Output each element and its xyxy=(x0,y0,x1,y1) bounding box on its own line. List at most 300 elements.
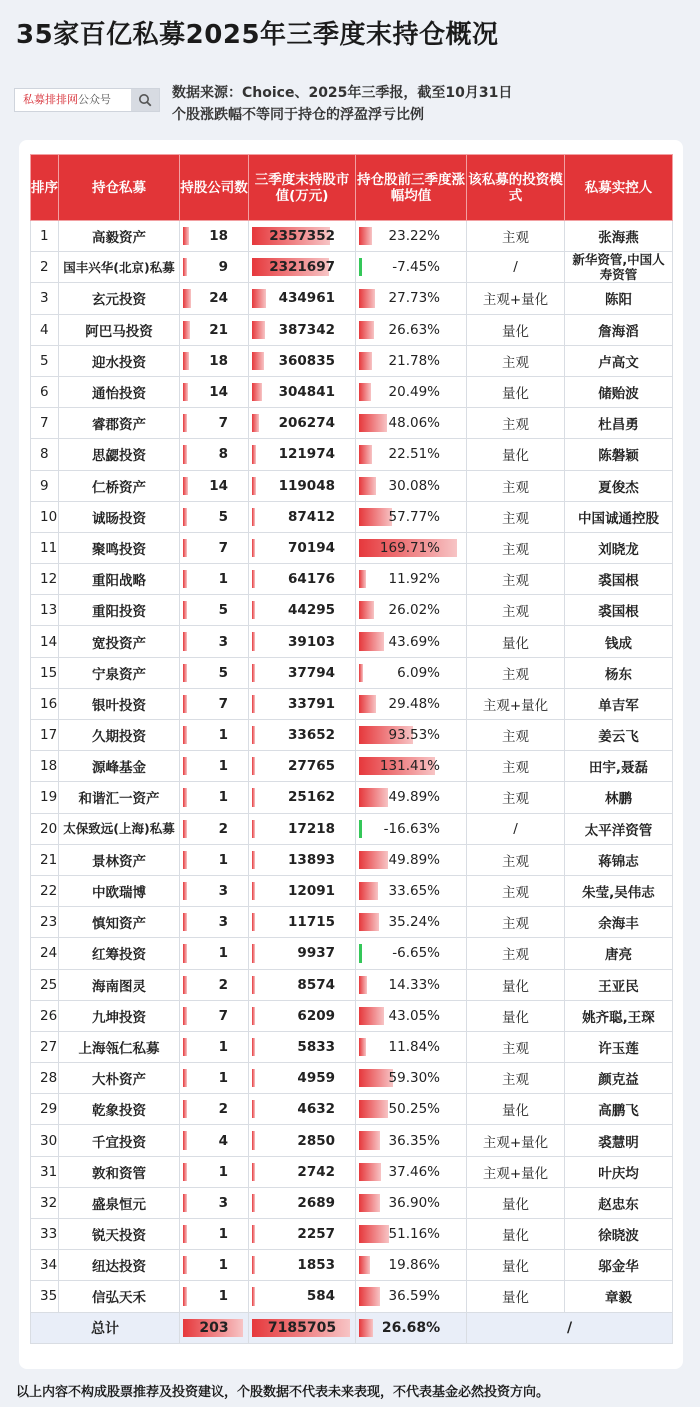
fund-name: 敦和资管 xyxy=(59,1156,180,1187)
mode-cell: 量化 xyxy=(467,1187,565,1218)
table-header xyxy=(31,155,673,221)
owner-cell: 刘晓龙 xyxy=(565,532,673,563)
mv-cell xyxy=(249,1187,356,1218)
mode-cell: 主观 xyxy=(467,844,565,875)
ret-value: 51.16% xyxy=(388,1226,440,1243)
ret-value: 36.35% xyxy=(388,1132,440,1149)
table-row xyxy=(31,1000,673,1031)
table-row xyxy=(31,595,673,626)
table-row xyxy=(31,1156,673,1187)
row-idx: 8 xyxy=(31,439,59,470)
source-line-2: 个股涨跌幅不等同于持仓的浮盈浮亏比例 xyxy=(172,107,424,123)
mv-value: 6209 xyxy=(297,1007,335,1024)
ret-cell xyxy=(356,688,467,719)
mode-cell: 主观 xyxy=(467,907,565,938)
row-idx: 18 xyxy=(31,751,59,782)
table-row xyxy=(31,1250,673,1281)
fund-name: 锐天投资 xyxy=(59,1219,180,1250)
mv-value: 121974 xyxy=(278,446,335,463)
count-value: 4 xyxy=(218,1132,228,1149)
count-value: 5 xyxy=(218,602,228,619)
row-idx: 10 xyxy=(31,501,59,532)
mode-cell: 主观+量化 xyxy=(467,688,565,719)
ret-value: 57.77% xyxy=(388,508,440,525)
ret-cell xyxy=(356,1094,467,1125)
table-row xyxy=(31,907,673,938)
ret-cell xyxy=(356,283,467,314)
table-row xyxy=(31,938,673,969)
mv-value: 25162 xyxy=(288,789,335,806)
table-row xyxy=(31,720,673,751)
fund-name: 千宜投资 xyxy=(59,1125,180,1156)
owner-cell: 余海丰 xyxy=(565,907,673,938)
row-idx: 35 xyxy=(31,1281,59,1312)
header-count: 持股公司数 xyxy=(180,155,249,221)
owner-cell: 单吉军 xyxy=(565,688,673,719)
mv-value: 1853 xyxy=(297,1257,335,1274)
mv-value: 17218 xyxy=(288,820,335,837)
ret-value: 49.89% xyxy=(388,851,440,868)
search-label xyxy=(15,89,131,111)
mv-cell xyxy=(249,720,356,751)
ret-value: 50.25% xyxy=(388,1101,440,1118)
fund-name: 源峰基金 xyxy=(59,751,180,782)
owner-cell: 杜昌勇 xyxy=(565,408,673,439)
row-idx: 3 xyxy=(31,283,59,314)
mv-cell xyxy=(249,1281,356,1312)
owner-cell: 田宇,聂磊 xyxy=(565,751,673,782)
total-mv: 7185705 xyxy=(249,1312,356,1343)
table-row xyxy=(31,314,673,345)
count-value: 3 xyxy=(218,633,228,650)
count-value: 1 xyxy=(218,851,228,868)
mode-cell: 量化 xyxy=(467,1281,565,1312)
table-row xyxy=(31,408,673,439)
fund-name: 九坤投资 xyxy=(59,1000,180,1031)
ret-cell xyxy=(356,720,467,751)
mv-value: 12091 xyxy=(288,883,335,900)
mv-value: 70194 xyxy=(288,539,335,556)
row-idx: 25 xyxy=(31,969,59,1000)
ret-value: 36.59% xyxy=(388,1288,440,1305)
count-value: 1 xyxy=(218,789,228,806)
mv-value: 33652 xyxy=(288,727,335,744)
owner-cell: 许玉莲 xyxy=(565,1031,673,1062)
mv-value: 360835 xyxy=(278,352,335,369)
table-row xyxy=(31,564,673,595)
ret-value: 35.24% xyxy=(388,914,440,931)
mv-cell xyxy=(249,221,356,252)
count-cell xyxy=(180,314,249,345)
row-idx: 1 xyxy=(31,221,59,252)
mv-value: 119048 xyxy=(278,477,335,494)
ret-cell xyxy=(356,844,467,875)
ret-cell xyxy=(356,657,467,688)
ret-value: 23.22% xyxy=(388,228,440,245)
header-idx: 排序 xyxy=(31,155,59,221)
ret-value: 49.89% xyxy=(388,789,440,806)
total-rest: / xyxy=(467,1312,673,1343)
table-row xyxy=(31,813,673,844)
count-value: 24 xyxy=(209,290,228,307)
mv-cell xyxy=(249,626,356,657)
mv-cell xyxy=(249,1219,356,1250)
table-row xyxy=(31,252,673,283)
count-cell xyxy=(180,782,249,813)
ret-value: 27.73% xyxy=(388,290,440,307)
owner-cell: 陈阳 xyxy=(565,283,673,314)
ret-cell xyxy=(356,564,467,595)
table-row xyxy=(31,1125,673,1156)
mv-value: 387342 xyxy=(278,321,335,338)
holdings-table xyxy=(30,154,673,1344)
count-cell xyxy=(180,595,249,626)
count-value: 8 xyxy=(218,446,228,463)
count-value: 2 xyxy=(218,1101,228,1118)
row-idx: 24 xyxy=(31,938,59,969)
mv-cell xyxy=(249,501,356,532)
fund-name: 盛泉恒元 xyxy=(59,1187,180,1218)
fund-name: 信弘天禾 xyxy=(59,1281,180,1312)
ret-cell xyxy=(356,1187,467,1218)
row-idx: 7 xyxy=(31,408,59,439)
count-cell xyxy=(180,657,249,688)
mv-value: 5833 xyxy=(297,1038,335,1055)
count-value: 1 xyxy=(218,1257,228,1274)
count-value: 14 xyxy=(209,477,228,494)
mv-cell xyxy=(249,657,356,688)
ret-cell xyxy=(356,969,467,1000)
count-value: 9 xyxy=(218,259,228,276)
count-cell xyxy=(180,1219,249,1250)
mv-cell xyxy=(249,470,356,501)
ret-value: 37.46% xyxy=(388,1163,440,1180)
table-row xyxy=(31,439,673,470)
owner-cell: 储贻波 xyxy=(565,376,673,407)
count-cell xyxy=(180,532,249,563)
mode-cell: 量化 xyxy=(467,314,565,345)
table-row xyxy=(31,283,673,314)
count-value: 7 xyxy=(218,695,228,712)
ret-cell xyxy=(356,813,467,844)
mv-cell xyxy=(249,564,356,595)
ret-cell xyxy=(356,314,467,345)
brand-suffix: 公众号 xyxy=(78,93,111,106)
ret-cell xyxy=(356,1031,467,1062)
ret-value: 22.51% xyxy=(388,446,440,463)
owner-cell: 邬金华 xyxy=(565,1250,673,1281)
row-idx: 13 xyxy=(31,595,59,626)
owner-cell: 陈磐颖 xyxy=(565,439,673,470)
ret-cell xyxy=(356,782,467,813)
mode-cell: 主观 xyxy=(467,501,565,532)
row-idx: 5 xyxy=(31,345,59,376)
count-cell xyxy=(180,875,249,906)
mv-cell xyxy=(249,283,356,314)
fund-name: 聚鸣投资 xyxy=(59,532,180,563)
fund-name: 宽投资产 xyxy=(59,626,180,657)
mv-value: 11715 xyxy=(288,914,335,931)
count-cell xyxy=(180,1094,249,1125)
count-cell xyxy=(180,1187,249,1218)
count-cell xyxy=(180,751,249,782)
owner-cell: 赵忠东 xyxy=(565,1187,673,1218)
ret-cell xyxy=(356,501,467,532)
owner-cell: 太平洋资管 xyxy=(565,813,673,844)
mv-value: 39103 xyxy=(288,633,335,650)
mode-cell: 量化 xyxy=(467,1250,565,1281)
owner-cell: 姚齐聪,王琛 xyxy=(565,1000,673,1031)
ret-cell xyxy=(356,751,467,782)
search-box[interactable] xyxy=(14,88,160,112)
owner-cell: 高鹏飞 xyxy=(565,1094,673,1125)
count-cell xyxy=(180,501,249,532)
count-cell xyxy=(180,969,249,1000)
mv-cell xyxy=(249,252,356,283)
mv-value: 64176 xyxy=(288,571,335,588)
ret-value: 43.05% xyxy=(388,1007,440,1024)
fund-name: 睿郡资产 xyxy=(59,408,180,439)
row-idx: 21 xyxy=(31,844,59,875)
owner-cell: 杨东 xyxy=(565,657,673,688)
table-row xyxy=(31,688,673,719)
search-button[interactable] xyxy=(131,89,159,111)
row-idx: 12 xyxy=(31,564,59,595)
mv-value: 87412 xyxy=(288,508,335,525)
count-value: 21 xyxy=(209,321,228,338)
header-mode: 该私募的投资模式 xyxy=(467,155,565,221)
mv-value: 33791 xyxy=(288,695,335,712)
mv-value: 2357352 xyxy=(269,228,335,245)
count-value: 1 xyxy=(218,758,228,775)
count-cell xyxy=(180,345,249,376)
count-value: 1 xyxy=(218,1226,228,1243)
fund-name: 宁泉资产 xyxy=(59,657,180,688)
ret-cell xyxy=(356,345,467,376)
fund-name: 景林资产 xyxy=(59,844,180,875)
ret-value: 43.69% xyxy=(388,633,440,650)
count-cell xyxy=(180,907,249,938)
row-idx: 17 xyxy=(31,720,59,751)
row-idx: 23 xyxy=(31,907,59,938)
table-row xyxy=(31,657,673,688)
owner-cell: 唐亮 xyxy=(565,938,673,969)
mv-cell xyxy=(249,875,356,906)
ret-value: 59.30% xyxy=(388,1070,440,1087)
owner-cell: 裘慧明 xyxy=(565,1125,673,1156)
count-value: 2 xyxy=(218,820,228,837)
count-value: 1 xyxy=(218,1038,228,1055)
count-value: 1 xyxy=(218,1163,228,1180)
disclaimer: 以上内容不构成股票推荐及投资建议，个股数据不代表未来表现，不代表基金必然投资方向。 xyxy=(16,1385,550,1400)
fund-name: 红筹投资 xyxy=(59,938,180,969)
table-row xyxy=(31,751,673,782)
ret-cell xyxy=(356,907,467,938)
count-cell xyxy=(180,1156,249,1187)
mv-value: 13893 xyxy=(288,851,335,868)
row-idx: 29 xyxy=(31,1094,59,1125)
mv-cell xyxy=(249,1125,356,1156)
row-idx: 32 xyxy=(31,1187,59,1218)
mv-value: 44295 xyxy=(288,602,335,619)
ret-cell xyxy=(356,938,467,969)
count-cell xyxy=(180,1250,249,1281)
mode-cell: 主观 xyxy=(467,408,565,439)
ret-value: 33.65% xyxy=(388,883,440,900)
fund-name: 仁桥资产 xyxy=(59,470,180,501)
mode-cell: 主观 xyxy=(467,564,565,595)
mode-cell: 量化 xyxy=(467,1219,565,1250)
mode-cell: 主观 xyxy=(467,720,565,751)
row-idx: 30 xyxy=(31,1125,59,1156)
owner-cell: 钱成 xyxy=(565,626,673,657)
fund-name: 阿巴马投资 xyxy=(59,314,180,345)
row-idx: 34 xyxy=(31,1250,59,1281)
total-ret: 26.68% xyxy=(356,1312,467,1343)
row-idx: 11 xyxy=(31,532,59,563)
count-value: 14 xyxy=(209,384,228,401)
table-row xyxy=(31,1031,673,1062)
mv-value: 434961 xyxy=(278,290,335,307)
row-idx: 19 xyxy=(31,782,59,813)
brand-name: 私募排排网 xyxy=(23,93,78,106)
fund-name: 久期投资 xyxy=(59,720,180,751)
row-idx: 16 xyxy=(31,688,59,719)
mode-cell: 主观 xyxy=(467,782,565,813)
count-cell xyxy=(180,1000,249,1031)
owner-cell: 林鹏 xyxy=(565,782,673,813)
row-idx: 28 xyxy=(31,1063,59,1094)
mv-cell xyxy=(249,376,356,407)
ret-value: 26.02% xyxy=(388,602,440,619)
owner-cell: 裘国根 xyxy=(565,564,673,595)
ret-cell xyxy=(356,626,467,657)
mode-cell: 主观 xyxy=(467,657,565,688)
ret-value: 29.48% xyxy=(388,695,440,712)
ret-cell xyxy=(356,1250,467,1281)
mv-value: 2321697 xyxy=(269,259,335,276)
count-value: 1 xyxy=(218,1070,228,1087)
owner-cell: 裘国根 xyxy=(565,595,673,626)
mv-cell xyxy=(249,969,356,1000)
count-cell xyxy=(180,283,249,314)
fund-name: 纽达投资 xyxy=(59,1250,180,1281)
header-name: 持仓私募 xyxy=(59,155,180,221)
owner-cell: 颜克益 xyxy=(565,1063,673,1094)
table-row xyxy=(31,626,673,657)
mode-cell: 量化 xyxy=(467,376,565,407)
ret-value: 6.09% xyxy=(397,664,440,681)
mode-cell: 主观+量化 xyxy=(467,1156,565,1187)
mode-cell: 量化 xyxy=(467,626,565,657)
table-row xyxy=(31,532,673,563)
count-value: 7 xyxy=(218,1007,228,1024)
mv-cell xyxy=(249,1094,356,1125)
ret-cell xyxy=(356,470,467,501)
fund-name: 上海瓴仁私募 xyxy=(59,1031,180,1062)
mv-cell xyxy=(249,345,356,376)
mode-cell: 主观+量化 xyxy=(467,283,565,314)
row-idx: 27 xyxy=(31,1031,59,1062)
count-value: 2 xyxy=(218,976,228,993)
count-cell xyxy=(180,1031,249,1062)
header-mv: 三季度末持股市值(万元) xyxy=(249,155,356,221)
owner-cell: 章毅 xyxy=(565,1281,673,1312)
fund-name: 慎知资产 xyxy=(59,907,180,938)
count-value: 18 xyxy=(209,352,228,369)
ret-value: 169.71% xyxy=(379,539,440,556)
fund-name: 太保致远(上海)私募 xyxy=(59,813,180,844)
ret-value: 14.33% xyxy=(388,976,440,993)
row-idx: 6 xyxy=(31,376,59,407)
row-idx: 33 xyxy=(31,1219,59,1250)
owner-cell: 叶庆均 xyxy=(565,1156,673,1187)
table-row xyxy=(31,1187,673,1218)
mode-cell: 量化 xyxy=(467,1094,565,1125)
count-cell xyxy=(180,252,249,283)
mode-cell: 主观 xyxy=(467,595,565,626)
fund-name: 中欧瑞博 xyxy=(59,875,180,906)
mv-cell xyxy=(249,532,356,563)
count-cell xyxy=(180,408,249,439)
count-cell xyxy=(180,376,249,407)
mv-cell xyxy=(249,844,356,875)
count-value: 3 xyxy=(218,1194,228,1211)
fund-name: 玄元投资 xyxy=(59,283,180,314)
ret-cell xyxy=(356,252,467,283)
ret-value: 48.06% xyxy=(388,415,440,432)
mode-cell: 量化 xyxy=(467,1000,565,1031)
count-cell xyxy=(180,720,249,751)
count-value: 1 xyxy=(218,727,228,744)
mv-value: 206274 xyxy=(278,415,335,432)
fund-name: 思勰投资 xyxy=(59,439,180,470)
table-row xyxy=(31,470,673,501)
count-value: 1 xyxy=(218,571,228,588)
mv-cell xyxy=(249,751,356,782)
count-value: 7 xyxy=(218,415,228,432)
table-row xyxy=(31,1063,673,1094)
mv-cell xyxy=(249,1000,356,1031)
fund-name: 通怡投资 xyxy=(59,376,180,407)
mode-cell: / xyxy=(467,813,565,844)
table-row xyxy=(31,844,673,875)
page-title: 35家百亿私募2025年三季度末持仓概况 xyxy=(16,20,499,50)
mv-value: 2257 xyxy=(297,1226,335,1243)
table-row xyxy=(31,875,673,906)
ret-value: 19.86% xyxy=(388,1257,440,1274)
ret-value: -6.65% xyxy=(392,945,440,962)
mv-value: 37794 xyxy=(288,664,335,681)
mode-cell: 主观 xyxy=(467,532,565,563)
row-idx: 26 xyxy=(31,1000,59,1031)
count-value: 3 xyxy=(218,883,228,900)
ret-cell xyxy=(356,532,467,563)
row-idx: 31 xyxy=(31,1156,59,1187)
mode-cell: 主观 xyxy=(467,938,565,969)
mv-cell xyxy=(249,1063,356,1094)
mode-cell: 主观 xyxy=(467,1031,565,1062)
mv-cell xyxy=(249,439,356,470)
fund-name: 重阳投资 xyxy=(59,595,180,626)
row-idx: 20 xyxy=(31,813,59,844)
search-icon xyxy=(138,93,152,107)
ret-cell xyxy=(356,439,467,470)
count-value: 1 xyxy=(218,1288,228,1305)
mode-cell: 主观 xyxy=(467,470,565,501)
fund-name: 高毅资产 xyxy=(59,221,180,252)
mv-value: 2689 xyxy=(297,1194,335,1211)
